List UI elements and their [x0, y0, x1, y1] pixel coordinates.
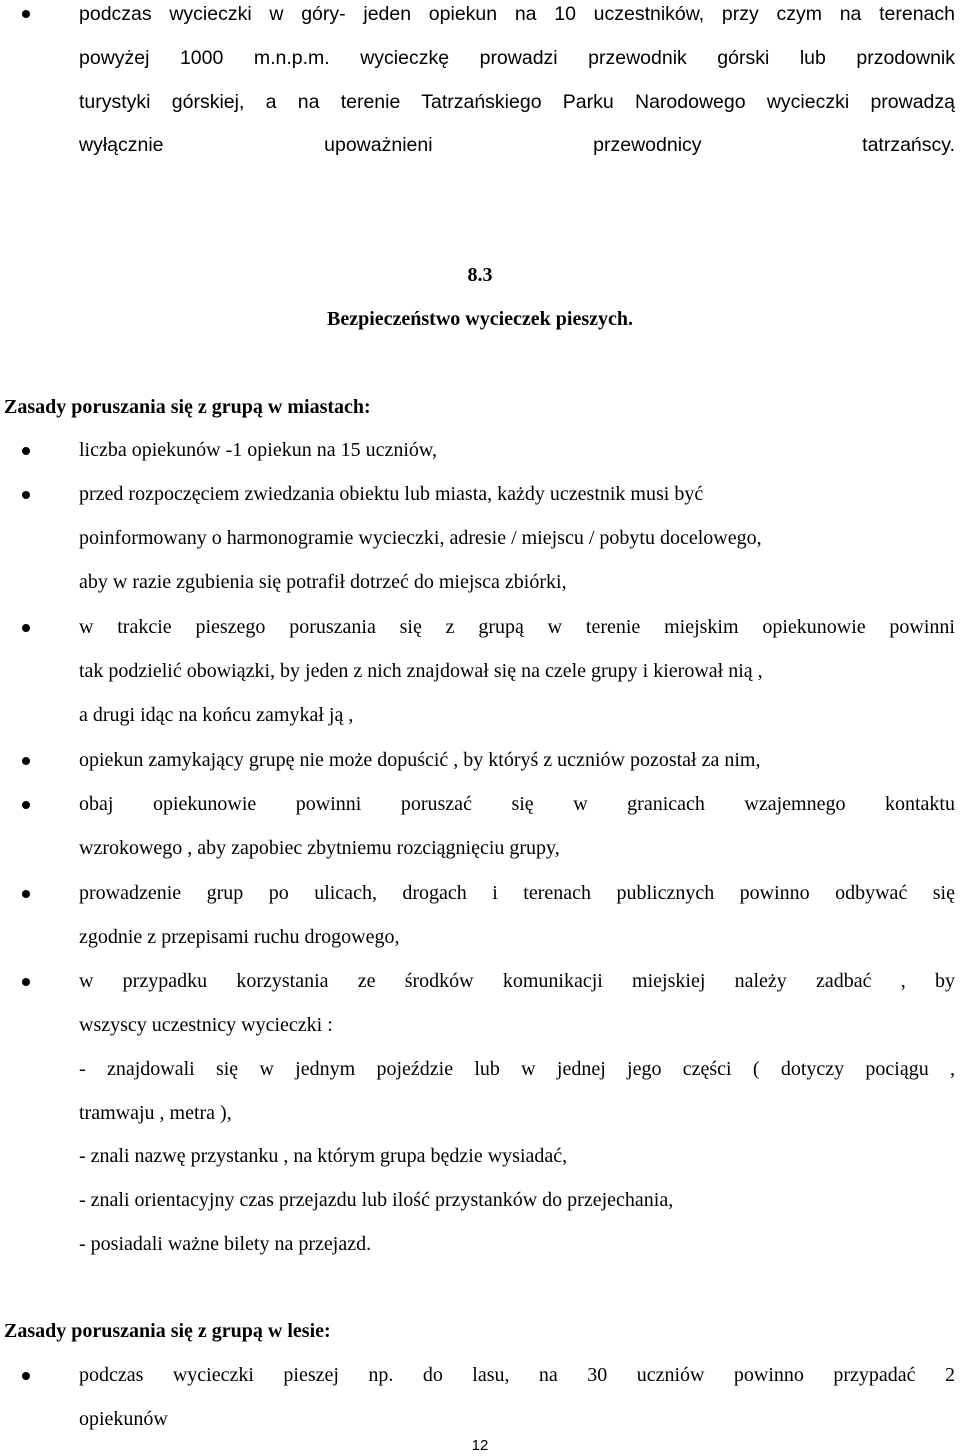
bullet-icon: [22, 491, 30, 499]
forest-rules-heading: Zasady poruszania się z grupą w lesie:: [4, 1320, 331, 1342]
city-item-line: zgodnie z przepisami ruchu drogowego,: [79, 926, 400, 948]
city-item-line: prowadzenie grup po ulicach, drogach i terenach publicznych powinno odbywać się: [79, 882, 955, 904]
bullet-icon: [22, 801, 30, 809]
city-item-line: aby w razie zgubienia się potrafił dotrzeć do miejsca zbiórki,: [79, 571, 567, 593]
intro-line: powyżej 1000 m.n.p.m. wycieczkę prowadzi przewodnik górski lub przodownik: [79, 47, 955, 69]
bullet-icon: [22, 890, 30, 898]
bullet-icon: [22, 10, 30, 18]
bullet-icon: [22, 1372, 30, 1380]
intro-line: turystyki górskiej, a na terenie Tatrzańskiego Parku Narodowego wycieczki prowadzą: [79, 91, 955, 113]
city-item-line: opiekun zamykający grupę nie może dopuścić , by któryś z uczniów pozostał za nim,: [79, 749, 761, 771]
intro-line: podczas wycieczki w góry- jeden opiekun na 10 uczestników, przy czym na terenach: [79, 3, 955, 25]
forest-item-line: opiekunów: [79, 1408, 168, 1430]
section-number: [0, 262, 960, 288]
bullet-icon: [22, 624, 30, 632]
city-item-line: w trakcie pieszego poruszania się z grupą w terenie miejskim opiekunowie powinni: [79, 616, 955, 638]
forest-item-line: podczas wycieczki pieszej np. do lasu, na 30 uczniów powinno przypadać 2: [79, 1364, 955, 1386]
city-rules-heading: Zasady poruszania się z grupą w miastach:: [4, 396, 371, 418]
transport-dash-line: - znali orientacyjny czas przejazdu lub ilość przystanków do przejechania,: [79, 1189, 674, 1211]
section-number-text: 8.3: [467, 264, 493, 286]
section-title-text: Bezpieczeństwo wycieczek pieszych.: [326, 308, 633, 330]
city-item-line: w przypadku korzystania ze środków komunikacji miejskiej należy zadbać , by: [79, 970, 955, 992]
city-item-line: poinformowany o harmonogramie wycieczki, adresie / miejscu / pobytu docelowego,: [79, 527, 762, 549]
city-item-line: tak podzielić obowiązki, by jeden z nich znajdował się na czele grupy i kierował nią ,: [79, 660, 763, 682]
transport-dash-line: - posiadali ważne bilety na przejazd.: [79, 1233, 372, 1255]
transport-dash-line: - znajdowali się w jednym pojeździe lub w jednej jego części ( dotyczy pociągu ,: [79, 1058, 955, 1080]
section-title: [0, 306, 960, 332]
city-item-line: przed rozpoczęciem zwiedzania obiektu lub miasta, każdy uczestnik musi być: [79, 483, 704, 505]
bullet-icon: [22, 978, 30, 986]
city-item-line: wzrokowego , aby zapobiec zbytniemu rozciągnięciu grupy,: [79, 837, 560, 859]
city-item-line: obaj opiekunowie powinni poruszać się w granicach wzajemnego kontaktu: [79, 793, 955, 815]
transport-dash-line: tramwaju , metra ),: [79, 1102, 232, 1124]
intro-line: wyłącznie upoważnieni przewodnicy tatrzańscy.: [79, 134, 955, 156]
city-item-line: a drugi idąc na końcu zamykał ją ,: [79, 704, 354, 726]
city-item-line: liczba opiekunów -1 opiekun na 15 uczniów,: [79, 439, 438, 461]
bullet-icon: [22, 757, 30, 765]
city-item-line: wszyscy uczestnicy wycieczki :: [79, 1014, 333, 1036]
page-number: 12: [471, 1437, 489, 1454]
transport-dash-line: - znali nazwę przystanku , na którym grupa będzie wysiadać,: [79, 1145, 568, 1167]
bullet-icon: [22, 447, 30, 455]
